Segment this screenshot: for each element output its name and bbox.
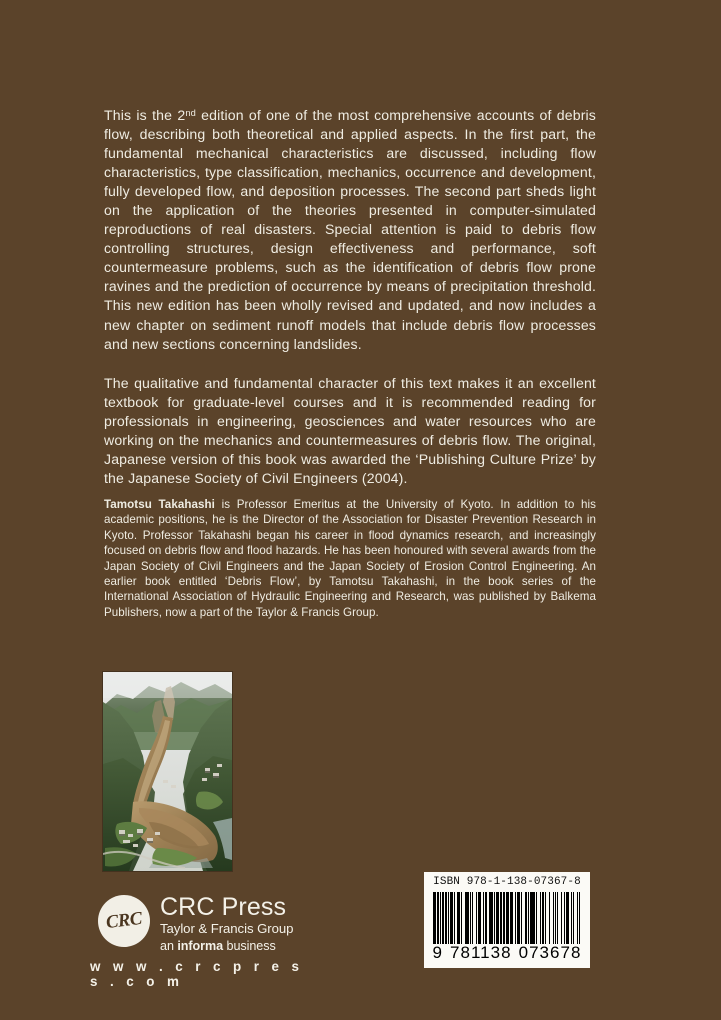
publisher-tagline — [160, 938, 276, 954]
barcode-bars — [433, 892, 581, 944]
barcode-digit-group-1: 781138 — [450, 943, 512, 962]
blurb-p1-pre: This is the 2 — [104, 107, 186, 123]
blurb-p1-post: edition of one of the most comprehensive accounts of debris flow, describing both theoretical and applied aspects. In the first part, the fundamental mechanical characteristics are discussed, including flow characteristics, type classification, mechanics, occurrence and development, fully developed flow, and deposition processes. The second part sheds light on the application of the theories presented in computer-simulated reproductions of real disasters. Special attention is paid to debris flow controlling structures, design effectiveness and performance, soft countermeasure problems, such as the identification of debris flow prone ravines and the prediction of occurrence by means of precipitation threshold. This new edition has been wholly revised and updated, and now includes a new chapter on sediment runoff models that include debris flow processes and new sections concerning landslides. — [104, 107, 596, 352]
blurb-section — [104, 106, 596, 488]
barcode-digit-lead: 9 — [432, 943, 444, 962]
tagline-informa: informa — [177, 939, 224, 953]
author-bio-section — [104, 497, 596, 620]
crc-roundel-icon — [98, 895, 150, 947]
crc-roundel-label: CRC — [104, 908, 143, 933]
isbn-barcode-block — [424, 872, 590, 968]
author-bio-paragraph — [104, 497, 596, 620]
barcode-digits — [424, 943, 590, 963]
tagline-post: business — [223, 939, 276, 953]
publisher-name: CRC Press — [160, 893, 287, 921]
crc-press-logo — [88, 893, 308, 989]
blurb-paragraph-1 — [104, 106, 596, 354]
isbn-label: ISBN 978-1-138-07367-8 — [433, 876, 581, 888]
cover-photograph — [103, 672, 232, 871]
author-bio-text: is Professor Emeritus at the University of Kyoto. In addition to his academic positions, he is the Director of the Association for Disaster Prevention Research in Kyoto. Professor Takahashi began his career in flood dynamics research, and increasingly focused on debris flow and flood hazards. He has been honoured with several awards from the Japan Society of Civil Engineers and the Japan Society of Erosion Control Engineering. An earlier book entitled ‘Debris Flow’, by Tamotsu Takahashi, in the book series of the International Association of Hydraulic Engineering and Research, was published by Balkema Publishers, now a part of the Taylor & Francis Group. — [104, 498, 596, 619]
author-name: Tamotsu Takahashi — [104, 498, 215, 511]
publisher-group: Taylor & Francis Group — [160, 921, 294, 936]
ordinal-superscript: nd — [185, 108, 196, 119]
blurb-paragraph-2: The qualitative and fundamental character of this text makes it an excellent textbook for graduate-level courses and it is recommended reading for professionals in engineering, geosciences and water resources who are working on the mechanics and countermeasures of debris flow. The original, Japanese version of this book was awarded the ‘Publishing Culture Prize’ by the Japanese Society of Civil Engineers (2004). — [104, 374, 596, 486]
publisher-website-url[interactable]: w w w . c r c p r e s s . c o m — [90, 959, 304, 989]
barcode-digit-group-2: 073678 — [518, 943, 582, 962]
tagline-pre: an — [160, 939, 178, 953]
